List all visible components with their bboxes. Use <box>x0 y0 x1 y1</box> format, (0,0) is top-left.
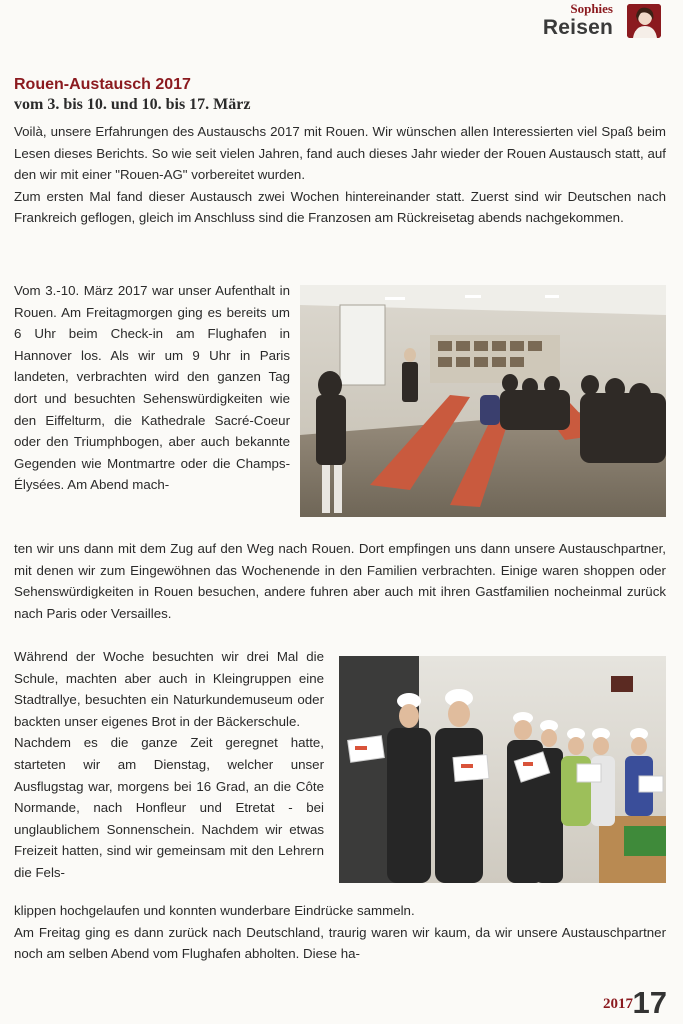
page-number: 17 <box>632 985 667 1020</box>
classroom-photo <box>300 285 666 517</box>
article-title: Rouen-Austausch 2017 <box>14 76 191 93</box>
article-body-intro <box>14 121 666 229</box>
section-title: Reisen <box>542 16 613 39</box>
article-body-column-1 <box>14 280 290 496</box>
magazine-header <box>461 2 661 44</box>
portrait-logo-icon <box>627 4 661 38</box>
article-body-closing <box>14 900 666 965</box>
paragraph: Während der Woche besuchten wir drei Mal die Schule, machten aber auch in Kleingruppen eine Stadtrallye, besuchten ein Naturkundemuseum oder backten unser eigenes Brot in der Bäckerschule. <box>14 649 324 729</box>
bakery-school-photo <box>339 656 666 883</box>
article-body-column-2 <box>14 646 324 884</box>
paragraph: ten wir uns dann mit dem Zug auf den Weg nach Rouen. Dort empfingen uns dann unsere Austauschpartner, mit denen wir zum Eingewöhnen das Wochenende in den Familien verbrachten. Einige waren shoppen oder Sehenswürdigkeiten in Rouen besuchen, andere fuhren aber auch mit ihren Gastfamilien nocheinmal zurück nach Paris oder Versailles. <box>14 541 666 621</box>
article-body-continued <box>14 538 666 624</box>
paragraph: klippen hochgelaufen und konnten wunderbare Eindrücke sammeln. <box>14 903 415 918</box>
paragraph: Nachdem es die ganze Zeit geregnet hatte, starteten wir am Dienstag, welcher unser Ausflugstag war, morgens bei 16 Grad, an die Côte Normande, nach Honfleur und Etretat - bei unglaublichem Sonnenschein. Nachdem wir etwas Freizeit hatten, sind wir gemeinsam mit den Lehrern die Fels- <box>14 735 324 880</box>
paragraph: Am Freitag ging es dann zurück nach Deutschland, traurig waren wir kaum, da wir unsere Austauschpartner noch am selben Abend vom Flughafen abholten. Diese ha- <box>14 924 666 962</box>
paragraph: Zum ersten Mal fand dieser Austausch zwei Wochen hintereinander statt. Zuerst sind wir Deutschen nach Frankreich geflogen, gleich im Anschluss sind die Franzosen am Rückreisetag abends nachgekommen. <box>14 188 666 226</box>
paragraph: Voilà, unsere Erfahrungen des Austauschs 2017 mit Rouen. Wir wünschen allen Interessierten viel Spaß beim Lesen dieses Berichts. So wie seit vielen Jahren, fand auch dieses Jahr wieder der Rouen Austausch statt, auf den wir mit einer "Rouen-AG" vorbereitet wurden. <box>14 124 666 183</box>
article-subtitle: vom 3. bis 10. und 10. bis 17. März <box>14 96 251 113</box>
footer-year: 2017 <box>603 996 633 1012</box>
section-kicker: Sophies <box>570 1 613 16</box>
paragraph: Vom 3.-10. März 2017 war unser Aufenthalt in Rouen. Am Freitagmorgen ging es bereits um 6 Uhr beim Check-in am Flughafen in Hannover los. Als wir um 9 Uhr in Paris landeten, verbrachten wird den ganzen Tag dort und besuchten Sehenswürdigkeiten wie den Eiffelturm, die Kathedrale Sacré-Coeur oder den Triumphbogen, aber auch bekannte Gegenden wie Montmartre oder die Champs-Élysées. Am Abend mach- <box>14 283 290 493</box>
